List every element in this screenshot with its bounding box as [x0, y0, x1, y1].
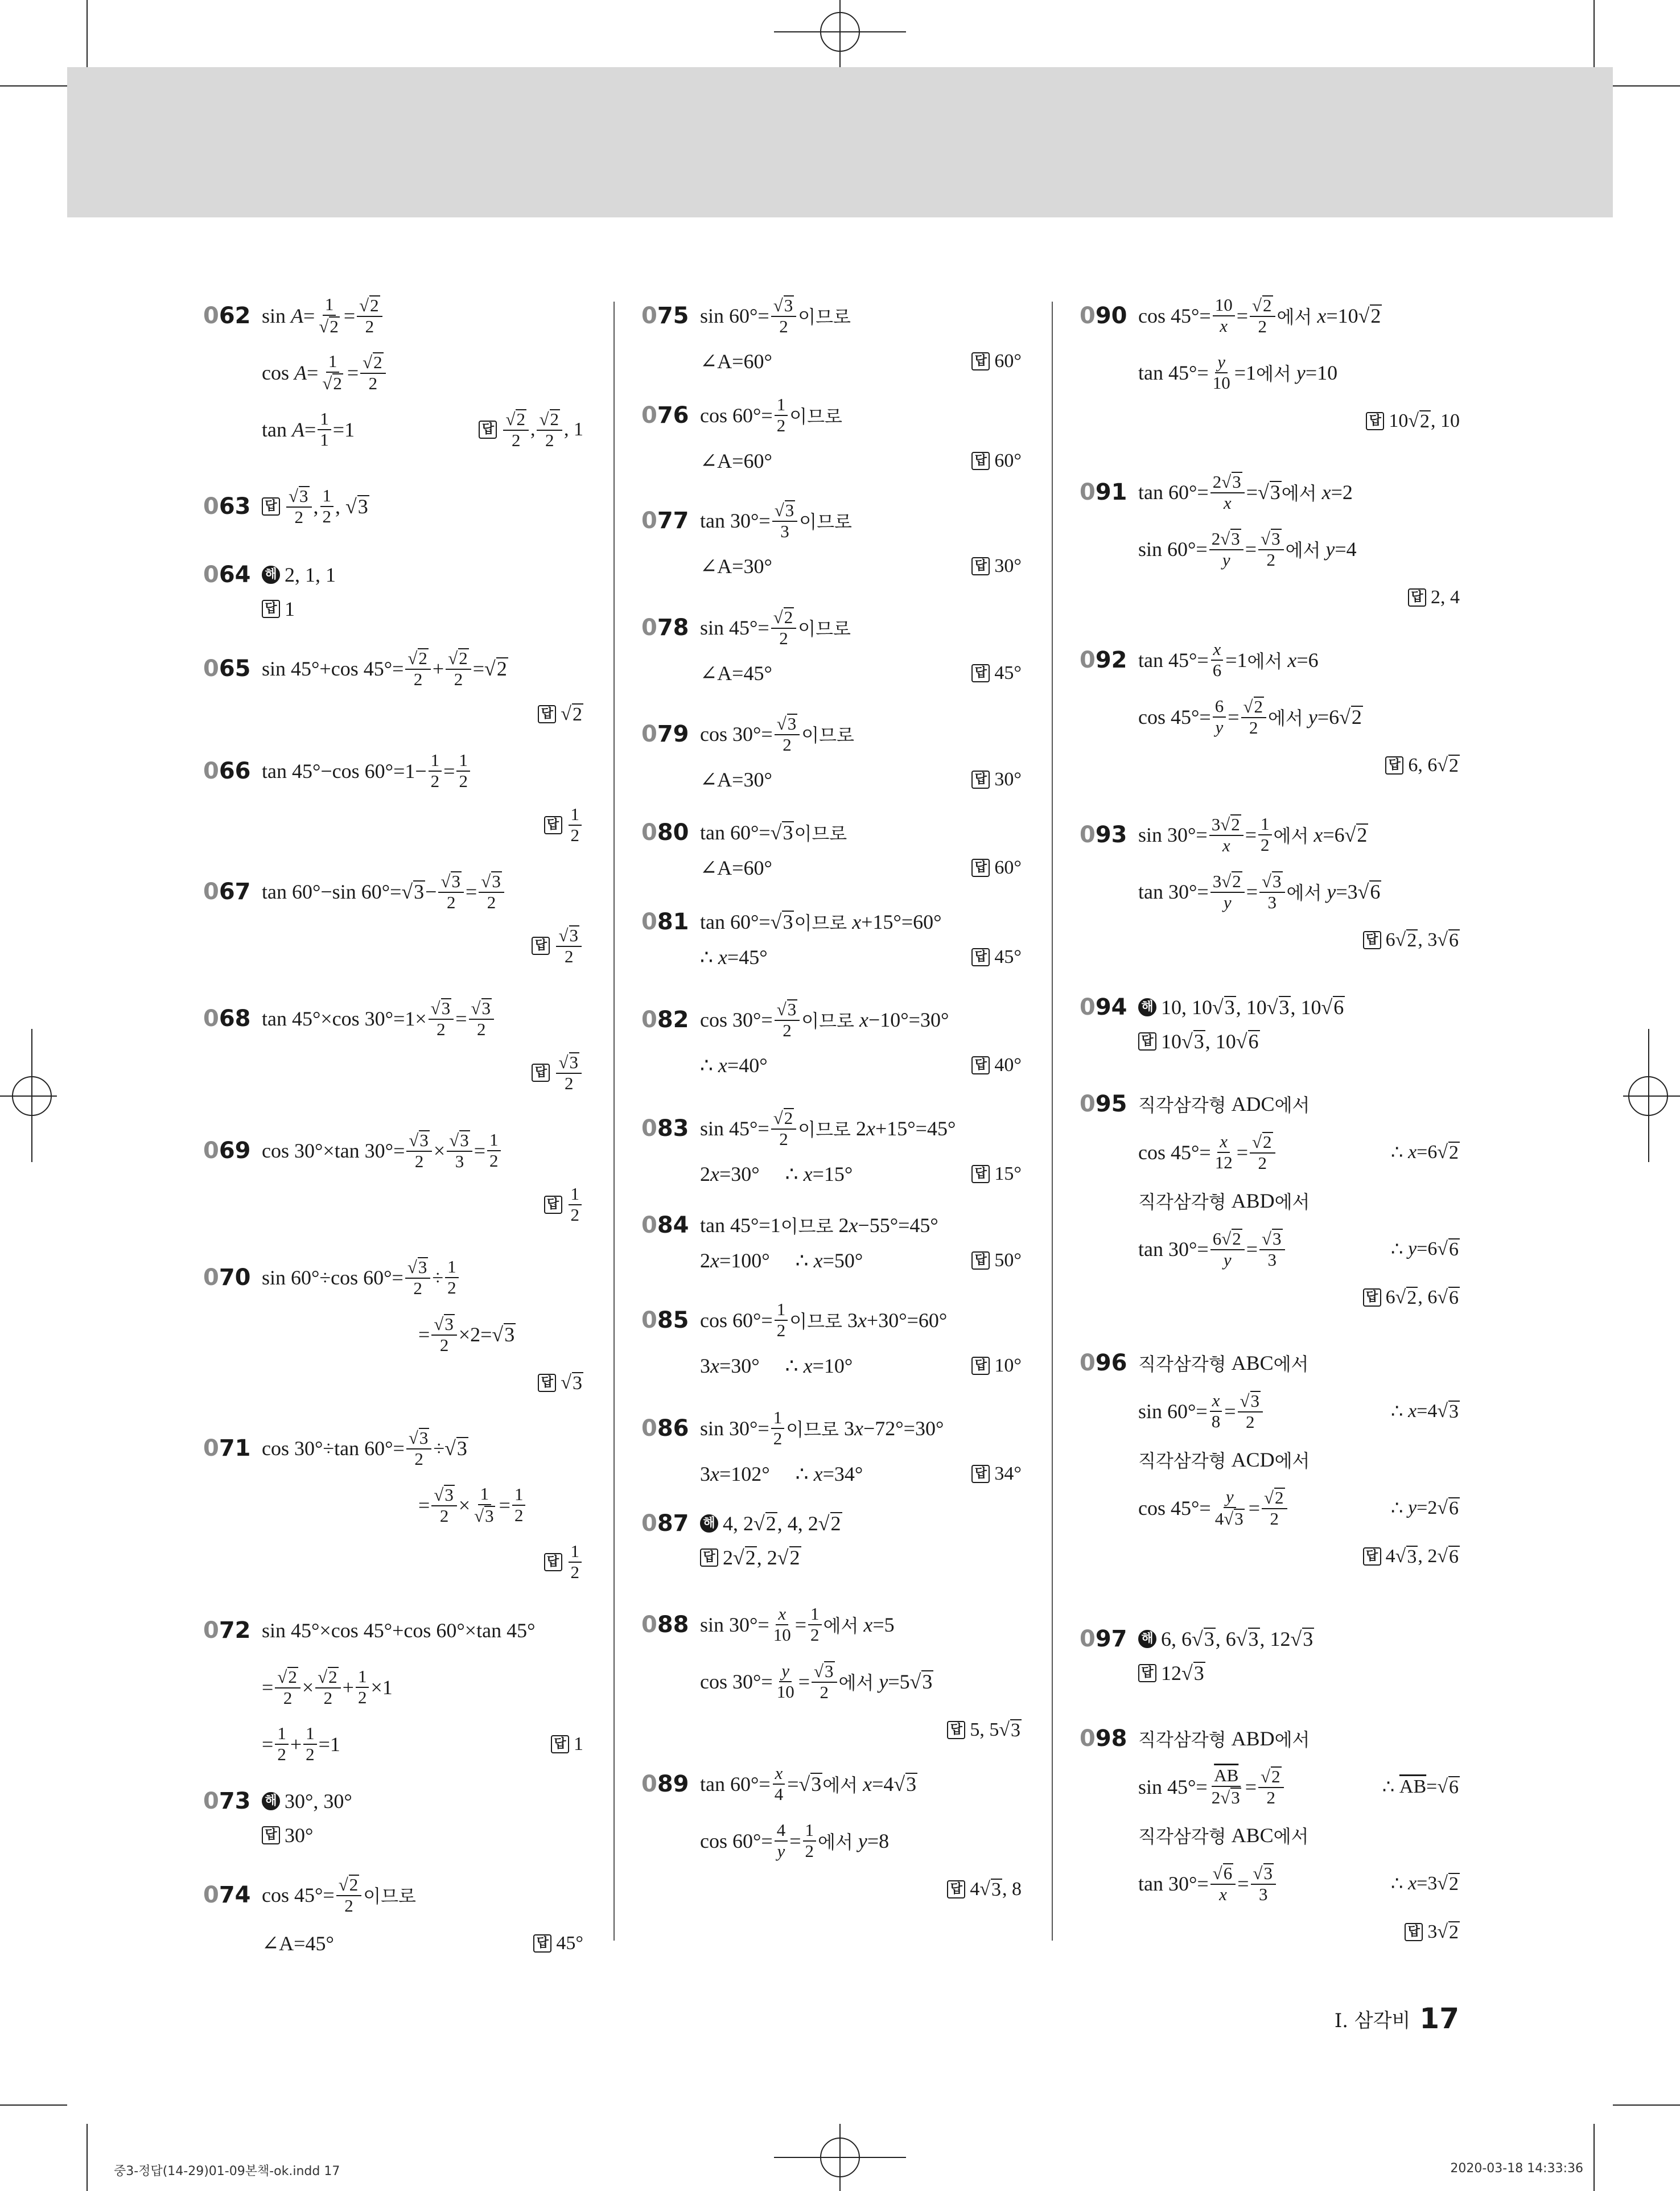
- answer-badge-icon: 답: [971, 771, 990, 789]
- answer-badge-icon: 답: [538, 1374, 556, 1392]
- answer-badge-icon: 답: [1385, 756, 1403, 775]
- answer: 답 √2 2 , √2 2 , 1: [479, 410, 583, 450]
- registration-circle-bottom: [820, 2138, 860, 2177]
- answer-badge-icon: 답: [1405, 1923, 1423, 1941]
- answer-badge-icon: 답: [538, 705, 556, 723]
- slug-filename: 중3-정답(14-29)01-09본책-ok.indd 17: [114, 2164, 340, 2178]
- section-label: Ⅰ. 삼각비: [1334, 2009, 1411, 2032]
- solution-badge-icon: 해: [1138, 1630, 1156, 1648]
- solution-badge-icon: 해: [700, 1514, 718, 1533]
- header-band: [67, 67, 1613, 217]
- answer-badge-icon: 답: [544, 1553, 562, 1571]
- crop-mark: [1593, 2124, 1595, 2191]
- answer-badge-icon: 답: [479, 421, 497, 439]
- answer-badge-icon: 답: [971, 1165, 990, 1183]
- problem-number: 0 62: [203, 303, 251, 329]
- page-number: 17: [1419, 2002, 1459, 2035]
- crop-mark: [1593, 0, 1595, 67]
- answer-badge-icon: 답: [1363, 931, 1381, 949]
- answer-badge-icon: 답: [532, 937, 550, 955]
- answer-badge-icon: 답: [551, 1735, 569, 1753]
- solution-badge-icon: 해: [262, 1792, 280, 1810]
- solution-line: cos A = 1 √2 = √2 2: [208, 353, 637, 393]
- answer-badge-icon: 답: [947, 1721, 965, 1739]
- answer-badge-icon: 답: [971, 1357, 990, 1375]
- answer-badge-icon: 답: [1363, 1547, 1381, 1566]
- answer-badge-icon: 답: [1408, 588, 1426, 607]
- registration-circle-right: [1628, 1076, 1668, 1116]
- solution-badge-icon: 해: [262, 566, 280, 584]
- answer-badge-icon: 답: [1138, 1032, 1156, 1051]
- answer-badge-icon: 답: [262, 497, 280, 516]
- crop-mark: [0, 2104, 67, 2106]
- solution-line: tan A = 1 1 =1: [262, 409, 355, 450]
- solution-badge-icon: 해: [1138, 998, 1156, 1016]
- answer-badge-icon: 답: [971, 859, 990, 877]
- answer-badge-icon: 답: [971, 1251, 990, 1270]
- page-footer: [1335, 1999, 1459, 2038]
- answer-badge-icon: 답: [947, 1880, 965, 1898]
- answer-badge-icon: 답: [1363, 1288, 1381, 1307]
- crop-mark: [87, 0, 88, 67]
- answer-badge-icon: 답: [971, 948, 990, 966]
- answer-badge-icon: 답: [700, 1548, 718, 1567]
- answer-badge-icon: 답: [971, 1465, 990, 1483]
- answer-badge-icon: 답: [544, 1196, 562, 1214]
- answer-badge-icon: 답: [971, 557, 990, 575]
- answer-badge-icon: 답: [1138, 1664, 1156, 1682]
- slug-timestamp: 2020-03-18 14:33:36: [1450, 2161, 1583, 2176]
- answer-badge-icon: 답: [262, 1826, 280, 1844]
- answer-badge-icon: 답: [544, 816, 562, 834]
- answer-badge-icon: 답: [971, 664, 990, 682]
- crop-mark: [1613, 85, 1680, 87]
- solution-line: sin A = 1 √2 = √2 2: [208, 296, 637, 336]
- answer-badge-icon: 답: [971, 1056, 990, 1074]
- answer-badge-icon: 답: [532, 1064, 550, 1082]
- crop-mark: [87, 2124, 88, 2191]
- registration-circle-top: [820, 12, 860, 52]
- crop-mark: [1613, 2104, 1680, 2106]
- answer-badge-icon: 답: [262, 600, 280, 618]
- answer-badge-icon: 답: [1366, 412, 1384, 430]
- answer-badge-icon: 답: [971, 352, 990, 370]
- answer-badge-icon: 답: [971, 452, 990, 470]
- crop-mark: [0, 85, 67, 87]
- answer-badge-icon: 답: [533, 1934, 551, 1953]
- registration-circle-left: [12, 1076, 52, 1116]
